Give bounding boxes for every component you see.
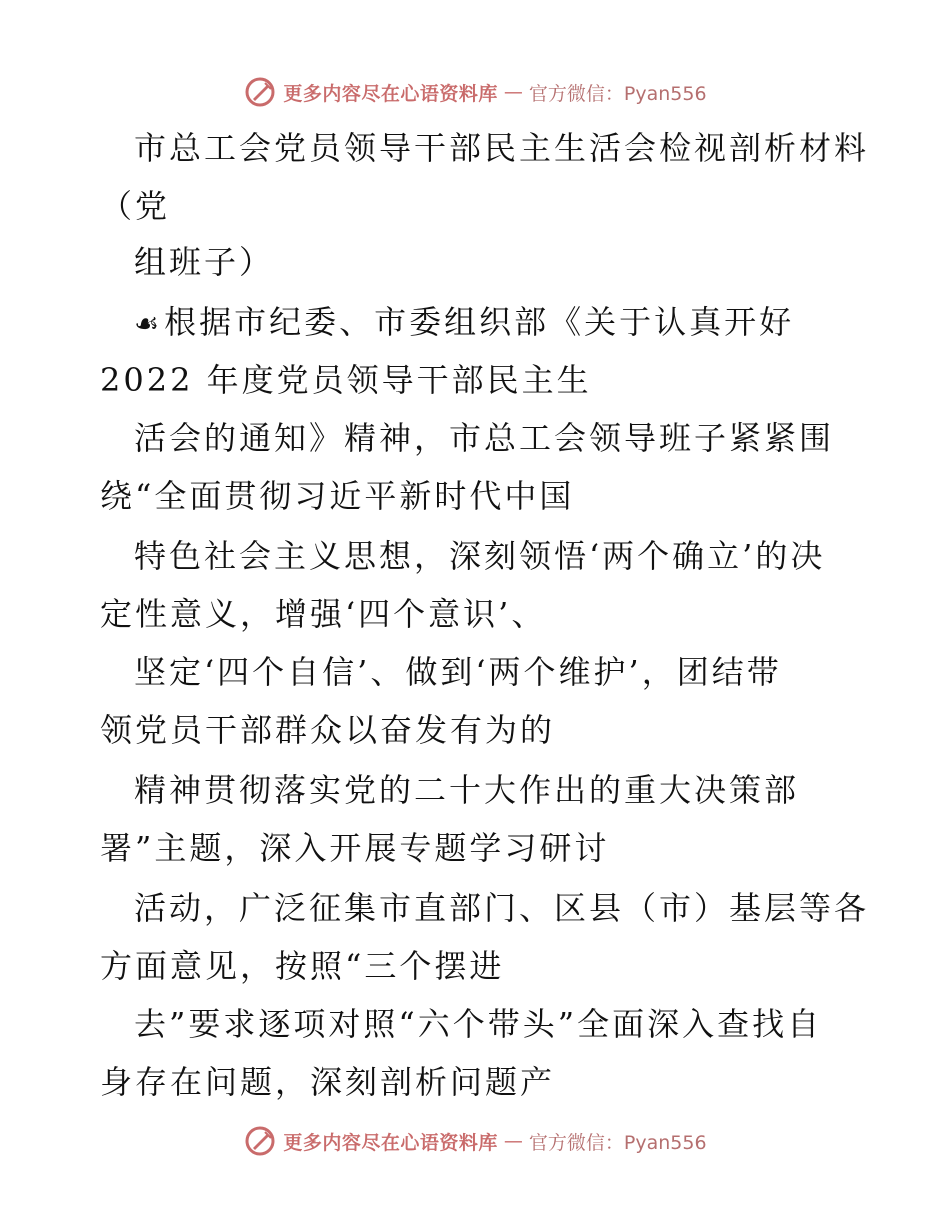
doc-paragraph-line: 2022 年度党员领导干部民主生: [100, 361, 592, 399]
footer-watermark: [0, 1121, 950, 1161]
watermark-main-text: 更多内容尽在心语资料库: [283, 1131, 498, 1154]
doc-title-line-3: 组班子）: [134, 243, 275, 281]
doc-paragraph-line: 精神贯彻落实党的二十大作出的重大决策部: [134, 771, 800, 809]
doc-paragraph-line: 领党员干部群众以奋发有为的: [100, 711, 556, 749]
doc-paragraph-line: [134, 302, 794, 344]
doc-title-line-1: 市总工会党员领导干部民主生活会检视剖析材料: [134, 129, 870, 167]
doc-paragraph-line: 去”要求逐项对照“六个带头”全面深入查找自: [134, 1005, 823, 1043]
watermark-wechat-text: 官方微信：Pyan556: [528, 82, 707, 105]
doc-paragraph-line: 活会的通知》精神，市总工会领导班子紧紧围: [134, 419, 835, 457]
doc-paragraph-line: 署”主题，深入开展专题学习研讨: [100, 829, 610, 867]
quill-pen-logo-icon: [243, 1124, 277, 1158]
doc-paragraph-line: 绕“全面贯彻习近平新时代中国: [100, 477, 575, 515]
quill-pen-logo-icon: [243, 75, 277, 109]
doc-paragraph-line: 活动，广泛征集市直部门、区县（市）基层等各: [134, 889, 870, 927]
watermark-separator: —: [503, 81, 523, 103]
doc-text-span: 根据市纪委、市委组织部《关于认真开好: [164, 303, 795, 341]
doc-paragraph-line: 坚定‘四个自信’、做到‘两个维护’，团结带: [134, 653, 782, 691]
doc-paragraph-line: 特色社会主义思想，深刻领悟‘两个确立’的决: [134, 537, 826, 575]
watermark-wechat-text: 官方微信：Pyan556: [528, 1131, 707, 1154]
doc-paragraph-line: 定性意义，增强‘四个意识’、: [100, 595, 547, 633]
floral-ornament-icon: ☙: [134, 307, 163, 340]
doc-paragraph-line: 身存在问题，深刻剖析问题产: [100, 1063, 556, 1101]
header-watermark: [0, 72, 950, 112]
doc-paragraph-line: 方面意见，按照“三个摆进: [100, 947, 505, 985]
doc-title-line-2: （党: [100, 187, 171, 225]
watermark-main-text: 更多内容尽在心语资料库: [283, 82, 498, 105]
watermark-separator: —: [503, 1130, 523, 1152]
